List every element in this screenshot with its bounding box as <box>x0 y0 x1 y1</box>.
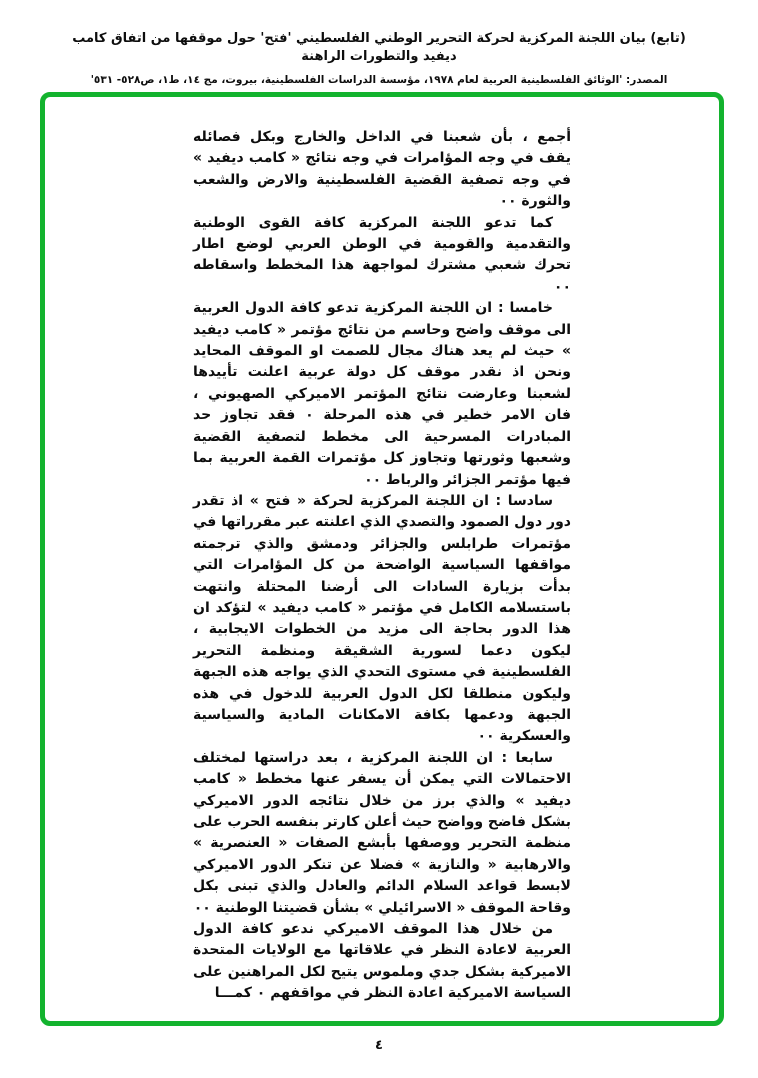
paragraph-seventh-clause: سابعا : ان اللجنة المركزية ، بعد دراستها لمختلف الاحتمالات التي يمكن أن يسفر عنها مخطط « كامب ديفيد » والذي برز من خلال نتائجه الدور الاميركي بشكل فاضح وواضح حيث أعلن كارتر بنفسه الحرب على منظمة التحرير ووصفها بأبشع الصفات « العنصرية » والارهابية « والنازية » فضلا عن تنكر الدور الاميركي لابسط قواعد السلام الدائم والعادل والذي تبنى بكل وقاحة الموقف « الاسرائيلي » بشأن قضيتنا الوطنية ٠٠ <box>193 749 571 916</box>
paragraph-fifth-clause: خامسا : ان اللجنة المركزية تدعو كافة الدول العربية الى موقف واضح وحاسم من نتائج مؤتمر « كامب ديفيد » حيث لم يعد هناك مجال للصمت او الموقف المحايد ونحن اذ نقدر موقف كل دولة عربية اعلنت تأييدها لشعبنا وعارضت نتائج المؤتمر الاميركي الصهيوني ، فان الامر خطير في هذه المرحلة ٠ فقد تجاوز حد المبادرات المسرحية الى مخطط لتصفية القضية وشعبها وثورتها وتجاوز كل مؤتمرات القمة العربية بما فيها مؤتمر الجزائر والرباط ٠٠ <box>193 300 571 488</box>
paragraph-continuation: أجمع ، بأن شعبنا في الداخل والخارج وبكل فصائله يقف في وجه المؤامرات في وجه نتائج « كامب ديفيد » في وجه تصفية القضية الفلسطينية والارض والشعب والثورة ٠٠ <box>193 129 571 210</box>
paragraph-call-to-forces: كما تدعو اللجنة المركزية كافة القوى الوطنية والتقدمية والقومية في الوطن العربي لوضع اطار تحرك شعبي مشترك لمواجهة هذا المخطط واسقاطه ٠٠ <box>193 214 571 295</box>
source-citation: المصدر: 'الوثائق الفلسطينية العربية لعام ١٩٧٨، مؤسسة الدراسات الفلسطينية، بيروت، مج ١٤، ط١، ص٥٢٨- ٥٣١' <box>90 74 668 86</box>
paragraph-closing: من خلال هذا الموقف الاميركي ندعو كافة الدول العربية لاعادة النظر في علاقاتها مع الولايات المتحدة الاميركية بشكل جدي وملموس يتيح لكل المراهنين على السياسة الاميركية اعادة النظر في مواقفهم ٠ كمـــا <box>193 921 571 1002</box>
page-header <box>0 30 758 86</box>
paragraph-sixth-clause: سادسا : ان اللجنة المركزية لحركة « فتح » اذ تقدر دور دول الصمود والتصدي الذي اعلنته عبر مقرراتها في مؤتمرات طرابلس والجزائر ودمشق والذي ترجمته مواقفها السياسية الواضحة من كل المؤامرات التي بدأت بزيارة السادات الى أرضنا المحتلة وانتهت باستسلامه الكامل في مؤتمر « كامب ديفيد » لتؤكد ان هذا الدور بحاجة الى مزيد من الخطوات الايجابية ، ليكون دعما لسورية الشقيقة ومنظمة التحرير الفلسطينية في مستوى التحدي الذي يواجه هذه الجبهة وليكون منطلقا لكل الدول العربية للدخول في هذه الجبهة ودعمها بكافة الامكانات المادية والسياسية والعسكرية ٠٠ <box>193 492 571 745</box>
document-frame-border <box>40 92 724 1026</box>
document-title: (تابع) بيان اللجنة المركزية لحركة التحرير الوطني الفلسطيني 'فتح' حول موقفها من اتفاق كامب ديفيد والتطورات الراهنة <box>72 31 686 64</box>
document-body <box>193 127 571 1005</box>
page-number: ٤ <box>375 1038 383 1053</box>
